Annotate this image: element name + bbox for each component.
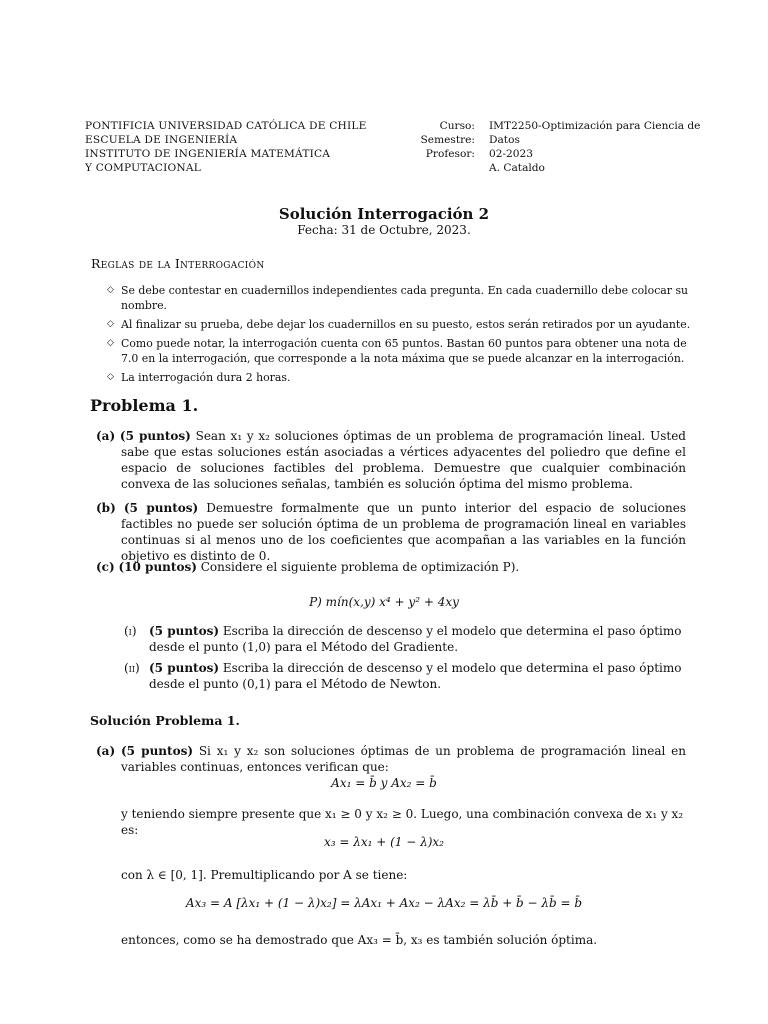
- rule-text: Al finalizar su prueba, debe dejar los cuadernillos en su puesto, estos serán retirados por un ayudante.: [121, 318, 691, 331]
- document-date: Fecha: 31 de Octubre, 2023.: [297, 223, 471, 237]
- meta-value-professor: A. Cataldo: [489, 162, 545, 174]
- subpart-i: [124, 623, 686, 655]
- solution-heading: Solución Problema 1.: [90, 713, 240, 728]
- part-label: (a): [96, 429, 116, 443]
- meta-label-professor: Profesor:: [425, 148, 475, 160]
- subpart-ii: [124, 660, 686, 692]
- diamond-bullet-icon: ◇: [107, 319, 114, 329]
- problem-formula: P) mín(x,y) x⁴ + y² + 4xy: [309, 595, 459, 609]
- institution-line: Y COMPUTACIONAL: [85, 162, 201, 174]
- rules-list: [107, 283, 697, 389]
- diamond-bullet-icon: ◇: [107, 285, 114, 295]
- part-points: (5 puntos): [120, 744, 193, 758]
- part-text: Si x₁ y x₂ son soluciones óptimas de un problema de programación lineal en variables continuas, entonces verifican que:: [121, 744, 686, 774]
- part-text: Demuestre formalmente que un punto interior del espacio de soluciones factibles no puede ser solución óptima de un problema de programación lineal en variables continuas si al menos uno de los coeficientes que acompañan a las variables en la función objetivo es distinto de 0.: [121, 501, 686, 563]
- subpart-points: (5 puntos): [149, 661, 220, 675]
- document-title: Solución Interrogación 2: [278, 205, 490, 223]
- rule-text: Como puede notar, la interrogación cuenta con 65 puntos. Bastan 60 puntos para obtener una nota de 7.0 en la interrogación, que corresponde a la nota máxima que se puede alcanzar en la interrogación.: [121, 337, 687, 365]
- part-text: Sean x₁ y x₂ soluciones óptimas de un problema de programación lineal. Usted sabe que estas soluciones están asociadas a vértices adyacentes del poliedro que define el espacio de soluciones factibles del problema. Demuestre que cualquier combinación convexa de las soluciones señalas, también es solución óptima del mismo problema.: [121, 429, 686, 491]
- institution-line: PONTIFICIA UNIVERSIDAD CATÓLICA DE CHILE: [85, 120, 367, 132]
- problem-heading: Problema 1.: [90, 396, 199, 415]
- meta-label-semester: Semestre:: [420, 134, 475, 146]
- part-label: (a): [96, 744, 116, 758]
- subpart-points: (5 puntos): [149, 624, 220, 638]
- rule-item: [107, 283, 697, 313]
- rule-item: [107, 336, 697, 366]
- institution-line: INSTITUTO DE INGENIERÍA MATEMÁTICA: [85, 148, 331, 160]
- equation-convex-combination: x₃ = λx₁ + (1 − λ)x₂: [324, 835, 444, 849]
- solution-part-a: [96, 743, 686, 775]
- equation-ax-b: Ax₁ = b̄ y Ax₂ = b̄: [331, 776, 437, 790]
- rule-text: La interrogación dura 2 horas.: [121, 371, 291, 384]
- part-label: (c): [96, 560, 115, 574]
- institution-block: [85, 119, 415, 175]
- meta-value-course: IMT2250-Optimización para Ciencia de Datos: [489, 120, 701, 146]
- meta-label-course: Curso:: [439, 120, 475, 132]
- subpart-label: (i): [124, 624, 137, 638]
- institution-line: ESCUELA DE INGENIERÍA: [85, 134, 238, 146]
- course-meta-values: [489, 119, 729, 175]
- subpart-label: (ii): [124, 661, 140, 675]
- problem-part-b: [96, 500, 686, 564]
- rules-heading: Reglas de la Interrogación: [91, 256, 265, 271]
- subpart-text: Escriba la dirección de descenso y el modelo que determina el paso óptimo desde el punto (0,1) para el Método de Newton.: [149, 661, 682, 691]
- part-points: (10 puntos): [118, 560, 197, 574]
- diamond-bullet-icon: ◇: [107, 338, 114, 348]
- meta-value-semester: 02-2023: [489, 148, 534, 160]
- subpart-text: Escriba la dirección de descenso y el modelo que determina el paso óptimo desde el punto (1,0) para el Método del Gradiente.: [149, 624, 682, 654]
- part-text: Considere el siguiente problema de optimización P).: [196, 560, 520, 574]
- solution-text: y teniendo siempre presente que x₁ ≥ 0 y x₂ ≥ 0. Luego, una combinación convexa de x₁ y x₂ es:: [121, 807, 684, 837]
- part-label: (b): [96, 501, 116, 515]
- rule-item: [107, 317, 697, 332]
- solution-text: con λ ∈ [0, 1]. Premultiplicando por A se tiene:: [121, 868, 408, 882]
- solution-text: entonces, como se ha demostrado que Ax₃ = b̄, x₃ es también solución óptima.: [121, 933, 598, 947]
- part-points: (5 puntos): [123, 501, 199, 515]
- rule-text: Se debe contestar en cuadernillos independientes cada pregunta. En cada cuadernillo debe colocar su nombre.: [121, 284, 689, 312]
- part-points: (5 puntos): [119, 429, 191, 443]
- course-meta-labels: [395, 119, 475, 161]
- problem-part-a: [96, 428, 686, 492]
- problem-part-c: [96, 559, 686, 575]
- diamond-bullet-icon: ◇: [107, 372, 114, 382]
- equation-premultiply: Ax₃ = A [λx₁ + (1 − λ)x₂] = λAx₁ + Ax₂ − λAx₂ = λb̄ + b̄ − λb̄ = b̄: [185, 896, 583, 910]
- rule-item: [107, 370, 697, 385]
